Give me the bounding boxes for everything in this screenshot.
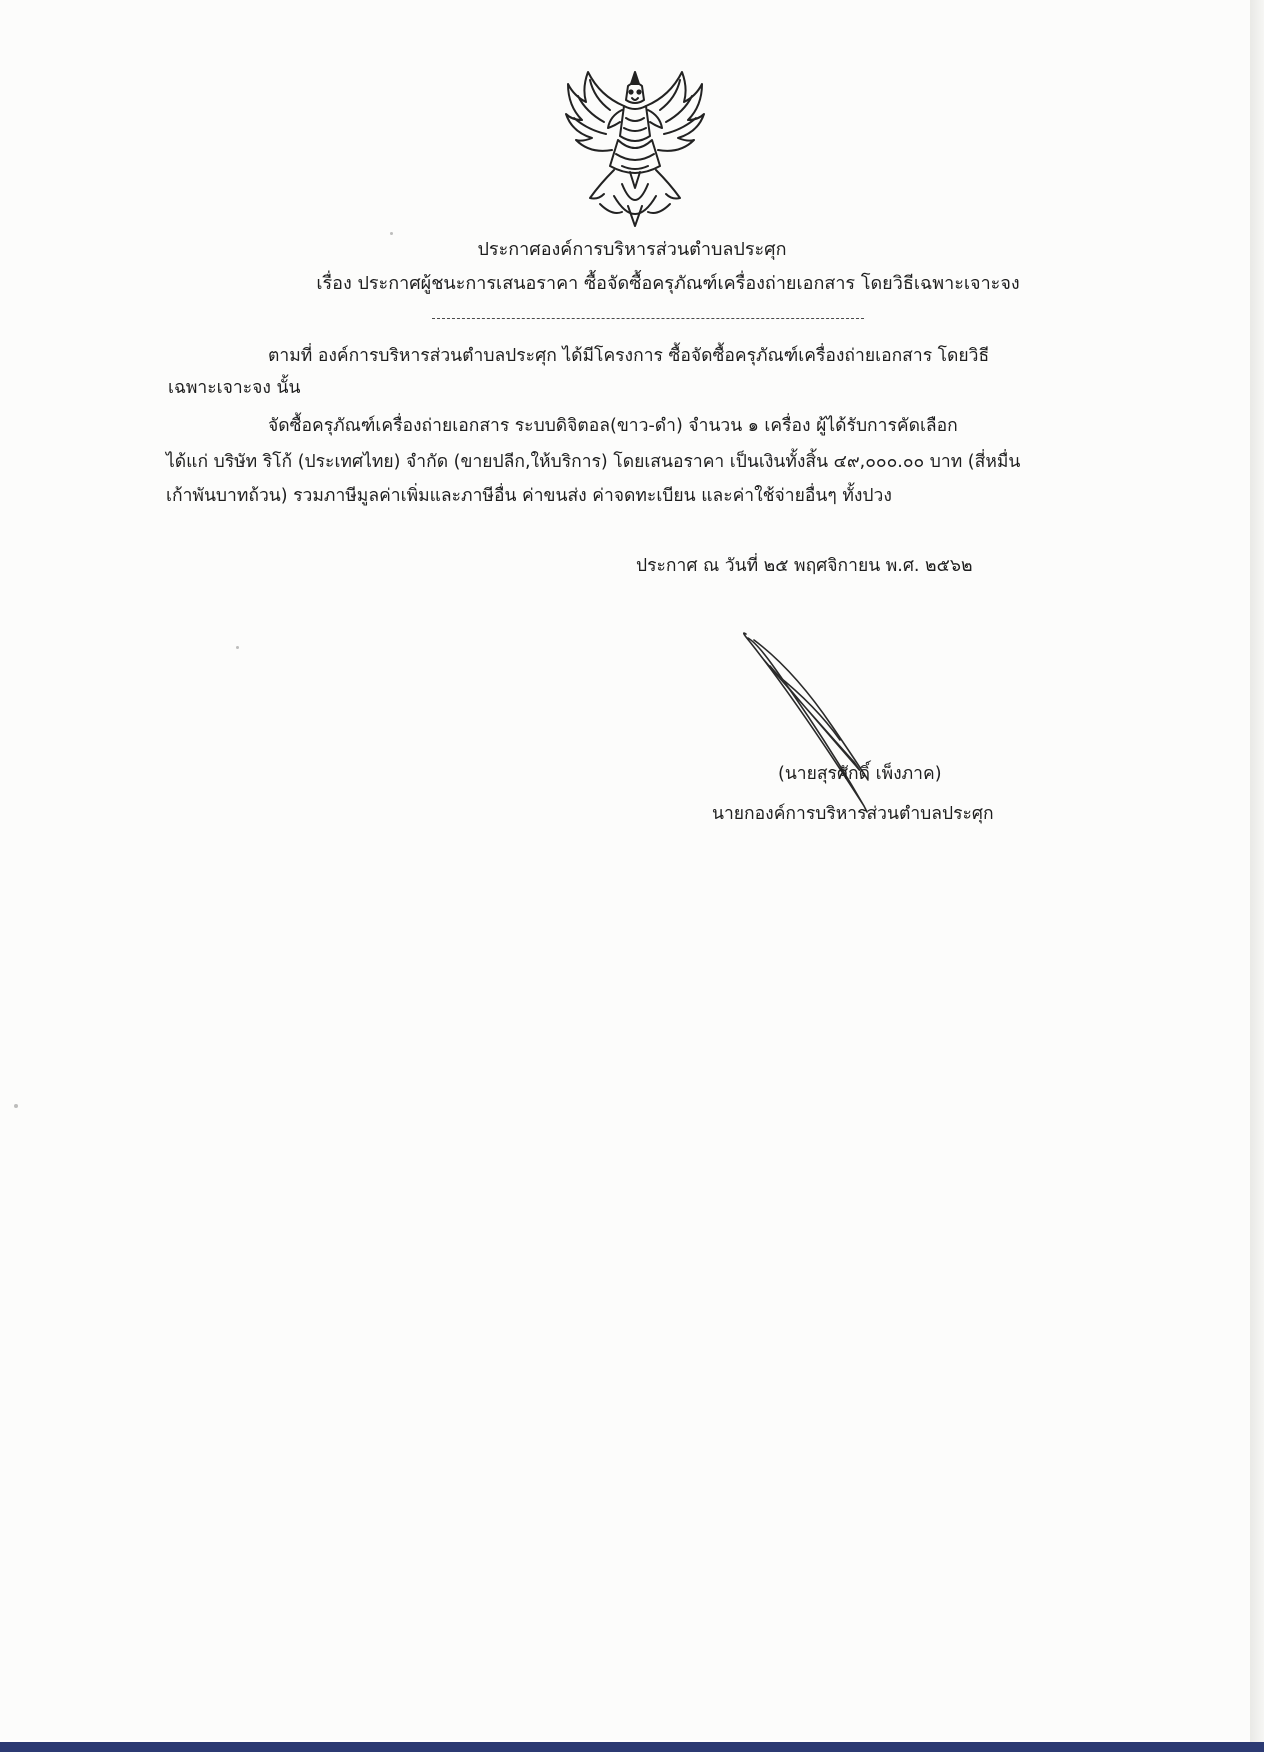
paragraph-1-line-1: ตามที่ องค์การบริหารส่วนตำบลประศุก ได้มีโครงการ ซื้อจัดซื้อครุภัณฑ์เครื่องถ่ายเอกสาร โดยวิธี — [268, 346, 990, 366]
handwritten-signature-icon — [736, 630, 936, 830]
dashed-divider — [432, 318, 864, 319]
scan-speck — [390, 232, 393, 235]
paragraph-2-line-1: จัดซื้อครุภัณฑ์เครื่องถ่ายเอกสาร ระบบดิจิตอล(ขาว-ดำ) จำนวน ๑ เครื่อง ผู้ได้รับการคัดเลือก — [268, 416, 958, 436]
scan-speck — [14, 1104, 18, 1108]
scan-edge-bottom — [0, 1742, 1264, 1752]
scan-speck — [236, 646, 239, 649]
garuda-emblem-icon — [560, 66, 710, 232]
announcement-date: ประกาศ ณ วันที่ ๒๕ พฤศจิกายน พ.ศ. ๒๕๖๒ — [636, 556, 973, 576]
signer-title: นายกองค์การบริหารส่วนตำบลประศุก — [712, 804, 994, 824]
paragraph-2-line-3: เก้าพันบาทถ้วน) รวมภาษีมูลค่าเพิ่มและภาษีอื่น ค่าขนส่ง ค่าจดทะเบียน และค่าใช้จ่ายอื่นๆ ทั้งปวง — [166, 486, 892, 506]
announcement-subject: เรื่อง ประกาศผู้ชนะการเสนอราคา ซื้อจัดซื้อครุภัณฑ์เครื่องถ่ายเอกสาร โดยวิธีเฉพาะเจาะจง — [316, 273, 1020, 294]
announcement-title: ประกาศองค์การบริหารส่วนตำบลประศุก — [477, 239, 787, 260]
scan-edge-right — [1250, 0, 1264, 1752]
paragraph-1-line-2: เฉพาะเจาะจง นั้น — [168, 378, 301, 398]
signer-name: (นายสุรศักดิ์ เพ็งภาค) — [778, 764, 942, 784]
paragraph-2-line-2: ได้แก่ บริษัท ริโก้ (ประเทศไทย) จำกัด (ขายปลีก,ให้บริการ) โดยเสนอราคา เป็นเงินทั้งสิ้น ๔๙,๐๐๐.๐๐ บาท (สี่หมื่น — [166, 452, 1021, 472]
